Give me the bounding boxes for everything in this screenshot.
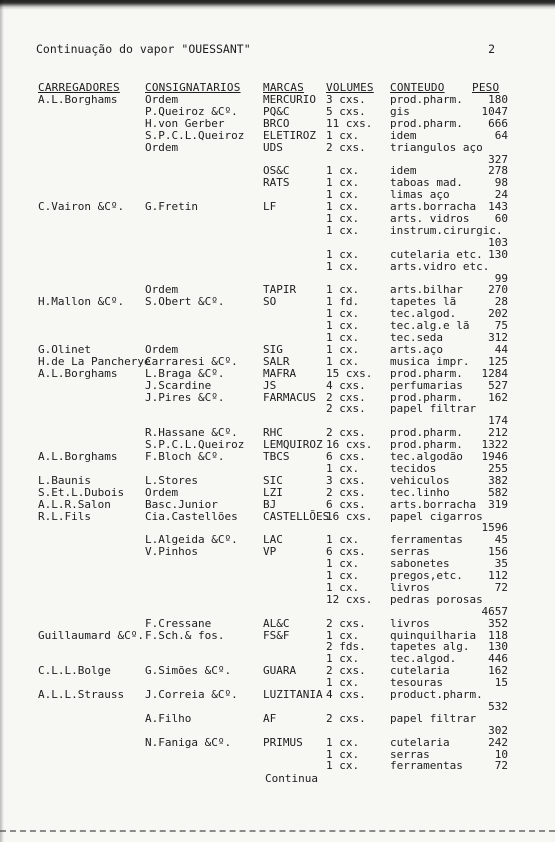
- weight-cell: 162: [488, 390, 508, 404]
- content-cell: limas aço: [390, 188, 450, 202]
- column-header-peso: PESO: [472, 81, 500, 94]
- shipper-cell: C.Vairon &Cº.: [38, 200, 125, 214]
- volume-cell: 1 cx.: [326, 164, 360, 178]
- content-cell: instrum.cirurgic.: [390, 223, 503, 237]
- content-cell: taboas mad.: [390, 176, 463, 190]
- mark-cell: RATS: [263, 176, 290, 190]
- consignee-cell: Cia.Castellões: [145, 509, 238, 523]
- consignee-cell: Carraresi &Cº.: [145, 354, 238, 368]
- consignee-cell: S.P.C.L.Queiroz: [145, 128, 245, 142]
- volume-cell: 3 cxs.: [326, 473, 366, 487]
- consignee-cell: L.Algeida &Cº.: [145, 533, 238, 547]
- consignee-cell: G.Fretin: [145, 200, 198, 214]
- mark-cell: SO: [263, 295, 277, 309]
- volume-cell: 2 cxs.: [326, 402, 366, 416]
- weight-cell: 125: [488, 354, 508, 368]
- volume-cell: 1 cx.: [326, 259, 360, 273]
- content-cell: livros: [390, 580, 430, 594]
- content-cell: pedras porosas: [390, 592, 483, 606]
- content-cell: papel filtrar: [390, 402, 477, 416]
- consignee-cell: J.Scardine: [145, 378, 212, 392]
- mark-cell: ELETIROZ: [263, 128, 316, 142]
- volume-cell: 16 cxs.: [326, 438, 373, 452]
- shipper-cell: A.L.R.Salon: [38, 497, 111, 511]
- shipper-cell: H.Mallon &Cº.: [38, 295, 125, 309]
- weight-cell: 35: [494, 557, 508, 571]
- content-cell: arts.borracha: [390, 497, 477, 511]
- consignee-cell: Ordem: [145, 93, 179, 106]
- content-cell: product.pharm.: [390, 688, 483, 701]
- volume-cell: 6 cxs.: [326, 450, 366, 463]
- shipper-cell: H.de La Pancherye: [38, 354, 151, 368]
- content-cell: sabonetes: [390, 557, 450, 571]
- volume-cell: 1 fd.: [326, 295, 360, 309]
- shipper-cell: R.L.Fils: [38, 509, 91, 523]
- consignee-cell: P.Queiroz &Cº.: [145, 104, 238, 118]
- weight-cell: 28: [494, 295, 508, 309]
- content-cell: cutelaria: [390, 735, 450, 749]
- volume-cell: 2 cxs.: [326, 426, 366, 440]
- consignee-cell: L.Braga &Cº.: [145, 366, 225, 380]
- volume-cell: 1 cx.: [326, 200, 360, 214]
- volume-cell: 1 cx.: [326, 331, 360, 344]
- content-cell: tapetes alg.: [390, 640, 470, 654]
- weight-cell: 666: [488, 116, 508, 130]
- consignee-cell: A.Filho: [145, 711, 192, 725]
- content-cell: arts. vidros: [390, 212, 470, 225]
- consignee-cell: S.P.C.L.Queiroz: [145, 438, 245, 452]
- mark-cell: BJ: [263, 497, 277, 511]
- scan-top-edge: [0, 0, 555, 10]
- weight-cell: 202: [488, 307, 508, 321]
- volume-cell: 1 cx.: [326, 176, 360, 190]
- content-cell: tec.algodão: [390, 450, 463, 463]
- continua-note: Continua: [265, 772, 318, 785]
- content-cell: prod.pharm.: [390, 390, 463, 404]
- weight-cell: 112: [488, 569, 508, 582]
- shipper-cell: A.L.Borghams: [38, 366, 118, 380]
- content-cell: arts.borracha: [390, 200, 477, 214]
- volume-cell: 1 cx.: [326, 128, 360, 142]
- content-cell: tec.algod.: [390, 307, 457, 321]
- volume-cell: 4 cxs.: [326, 688, 366, 701]
- volume-cell: 1 cx.: [326, 569, 360, 582]
- volume-cell: 6 cxs.: [326, 497, 366, 511]
- content-cell: prod.pharm.: [390, 93, 463, 106]
- volume-cell: 1 cx.: [326, 461, 360, 475]
- consignee-cell: Basc.Junior: [145, 497, 218, 511]
- mark-cell: LAC: [263, 533, 283, 547]
- column-header-carregadores: CARREGADORES: [38, 81, 120, 94]
- mark-cell: CASTELLÕES: [263, 509, 330, 523]
- weight-cell: 103: [488, 235, 508, 249]
- mark-cell: MERCURIO: [263, 93, 316, 106]
- content-cell: tec.seda: [390, 331, 443, 344]
- content-cell: idem: [390, 128, 417, 142]
- content-cell: vehiculos: [390, 473, 450, 487]
- mark-cell: LZI: [263, 485, 283, 499]
- content-cell: ferramentas: [390, 759, 463, 773]
- weight-cell: 15: [494, 676, 508, 690]
- content-cell: cutelaria etc.: [390, 247, 483, 261]
- content-cell: perfumarias: [390, 378, 463, 392]
- content-cell: prod.pharm.: [390, 366, 463, 380]
- mark-cell: LEMQUIROZ: [263, 438, 323, 452]
- volume-cell: 1 cx.: [326, 628, 360, 642]
- page-header: [36, 42, 495, 56]
- mark-cell: JS: [263, 378, 277, 392]
- column-header-volumes: VOLUMES: [326, 81, 374, 94]
- content-cell: musica impr.: [390, 354, 470, 368]
- consignee-cell: S.Obert &Cº.: [145, 295, 225, 309]
- weight-cell: 156: [488, 545, 508, 559]
- weight-cell: 44: [494, 342, 508, 356]
- weight-cell: 352: [488, 616, 508, 630]
- weight-cell: 130: [488, 640, 508, 654]
- mark-cell: VP: [263, 545, 277, 559]
- consignee-cell: Ordem: [145, 485, 179, 499]
- weight-cell: 446: [488, 652, 508, 666]
- content-cell: idem: [390, 164, 417, 178]
- content-cell: tecidos: [390, 461, 437, 475]
- weight-cell: 1596: [481, 521, 508, 535]
- content-cell: serras: [390, 545, 430, 559]
- weight-cell: 278: [488, 164, 508, 178]
- volume-cell: 1 cx.: [326, 533, 360, 547]
- consignee-cell: H.von Gerber: [145, 116, 225, 130]
- weight-cell: 319: [488, 497, 508, 511]
- weight-cell: 64: [494, 128, 508, 142]
- volume-cell: 1 cx.: [326, 342, 360, 356]
- content-cell: arts.vidro etc.: [390, 259, 490, 273]
- volume-cell: 1 cx.: [326, 247, 360, 261]
- content-cell: arts.aço: [390, 342, 443, 356]
- volume-cell: 2 fds.: [326, 640, 366, 654]
- content-cell: papel cigarros: [390, 509, 483, 523]
- consignee-cell: R.Hassane &Cº.: [145, 426, 238, 440]
- weight-cell: 118: [488, 628, 508, 642]
- mark-cell: RHC: [263, 426, 283, 440]
- weight-cell: 212: [488, 426, 508, 440]
- content-cell: pregos,etc.: [390, 569, 463, 582]
- volume-cell: 15 cxs.: [326, 366, 373, 380]
- scan-left-edge: [0, 0, 4, 842]
- consignee-cell: G.Simões &Cº.: [145, 664, 232, 678]
- content-cell: quinquilharia: [390, 628, 477, 642]
- mark-cell: PRIMUS: [263, 735, 303, 749]
- consignee-cell: J.Pires &Cº.: [145, 390, 225, 404]
- page-number: 2: [488, 42, 495, 56]
- shipper-cell: A.L.Borghams: [38, 450, 118, 463]
- mark-cell: GUARA: [263, 664, 297, 678]
- weight-cell: 143: [488, 200, 508, 214]
- volume-cell: 1 cx.: [326, 759, 360, 773]
- volume-cell: 1 cx.: [326, 283, 360, 297]
- weight-cell: 302: [488, 723, 508, 737]
- volume-cell: 2 cxs.: [326, 140, 366, 154]
- column-header-marcas: MARCAS: [263, 81, 304, 94]
- consignee-cell: N.Faniga &Cº.: [145, 735, 232, 749]
- mark-cell: LF: [263, 200, 277, 214]
- mark-cell: UDS: [263, 140, 283, 154]
- consignee-cell: V.Pinhos: [145, 545, 198, 559]
- scan-bottom-edge: [0, 830, 555, 833]
- shipper-cell: A.L.L.Strauss: [38, 688, 125, 701]
- mark-cell: AL&C: [263, 616, 290, 630]
- consignee-cell: F.Cressane: [145, 616, 212, 630]
- weight-cell: 60: [494, 212, 508, 225]
- volume-cell: 1 cx.: [326, 223, 360, 237]
- volume-cell: 2 cxs.: [326, 664, 366, 678]
- mark-cell: SIC: [263, 473, 283, 487]
- content-cell: prod.pharm.: [390, 116, 463, 130]
- weight-cell: 255: [488, 461, 508, 475]
- content-cell: prod.pharm.: [390, 426, 463, 440]
- volume-cell: 11 cxs.: [326, 116, 373, 130]
- weight-cell: 527: [488, 378, 508, 392]
- volume-cell: 1 cx.: [326, 735, 360, 749]
- consignee-cell: Ordem: [145, 342, 179, 356]
- content-cell: serras: [390, 747, 430, 761]
- volume-cell: 1 cx.: [326, 319, 360, 333]
- weight-cell: 99: [494, 271, 508, 285]
- consignee-cell: F.Sch.& fos.: [145, 628, 225, 642]
- content-cell: ferramentas: [390, 533, 463, 547]
- weight-cell: 1322: [481, 438, 508, 452]
- volume-cell: 1 cx.: [326, 307, 360, 321]
- volume-cell: 12 cxs.: [326, 592, 373, 606]
- consignee-cell: Ordem: [145, 283, 179, 297]
- mark-cell: SALR: [263, 354, 290, 368]
- mark-cell: AF: [263, 711, 277, 725]
- volume-cell: 1 cx.: [326, 652, 360, 666]
- content-cell: triangulos aço: [390, 140, 483, 154]
- volume-cell: 2 cxs.: [326, 485, 366, 499]
- mark-cell: OS&C: [263, 164, 290, 178]
- weight-cell: 4657: [481, 604, 508, 618]
- weight-cell: 532: [488, 699, 508, 713]
- column-header-consignatarios: CONSIGNATARIOS: [145, 81, 241, 94]
- shipper-cell: C.L.L.Bolge: [38, 664, 111, 678]
- mark-cell: TBCS: [263, 450, 290, 463]
- weight-cell: 75: [494, 319, 508, 333]
- volume-cell: 1 cx.: [326, 676, 360, 690]
- volume-cell: 1 cx.: [326, 188, 360, 202]
- weight-cell: 98: [494, 176, 508, 190]
- weight-cell: 72: [494, 759, 508, 773]
- volume-cell: 2 cxs.: [326, 711, 366, 725]
- weight-cell: 10: [494, 747, 508, 761]
- weight-cell: 1946: [481, 450, 508, 463]
- mark-cell: MAFRA: [263, 366, 297, 380]
- volume-cell: 2 cxs.: [326, 390, 366, 404]
- volume-cell: 2 cxs.: [326, 616, 366, 630]
- content-cell: cutelaria: [390, 664, 450, 678]
- volume-cell: 1 cx.: [326, 212, 360, 225]
- content-cell: tec.alg.e lã: [390, 319, 470, 333]
- volume-cell: 4 cxs.: [326, 378, 366, 392]
- column-header-conteudo: CONTEUDO: [390, 81, 445, 94]
- volume-cell: 16 cxs.: [326, 509, 373, 523]
- shipper-cell: Guillaumard &Cº.: [38, 628, 144, 642]
- consignee-cell: F.Bloch &Cº.: [145, 450, 225, 463]
- content-cell: arts.bilhar: [390, 283, 463, 297]
- content-cell: livros: [390, 616, 430, 630]
- weight-cell: 582: [488, 485, 508, 499]
- shipper-cell: G.Olinet: [38, 342, 91, 356]
- shipper-cell: S.Et.L.Dubois: [38, 485, 125, 499]
- mark-cell: PQ&C: [263, 104, 290, 118]
- page-title: Continuação do vapor "OUESSANT": [36, 42, 251, 56]
- mark-cell: BRCO: [263, 116, 290, 130]
- content-cell: papel filtrar: [390, 711, 477, 725]
- weight-cell: 242: [488, 735, 508, 749]
- weight-cell: 174: [488, 414, 508, 428]
- weight-cell: 24: [494, 188, 508, 202]
- content-cell: tec.linho: [390, 485, 450, 499]
- volume-cell: 1 cx.: [326, 557, 360, 571]
- content-cell: prod.pharm.: [390, 438, 463, 452]
- weight-cell: 72: [494, 580, 508, 594]
- volume-cell: 6 cxs.: [326, 545, 366, 559]
- weight-cell: 312: [488, 331, 508, 344]
- volume-cell: 1 cx.: [326, 354, 360, 368]
- volume-cell: 5 cxs.: [326, 104, 366, 118]
- mark-cell: LUZITANIA: [263, 688, 323, 701]
- weight-cell: 270: [488, 283, 508, 297]
- consignee-cell: J.Correia &Cº.: [145, 688, 238, 701]
- mark-cell: FS&F: [263, 628, 290, 642]
- volume-cell: 1 cx.: [326, 580, 360, 594]
- content-cell: tesouras: [390, 676, 443, 690]
- weight-cell: 1284: [481, 366, 508, 380]
- volume-cell: 3 cxs.: [326, 93, 366, 106]
- mark-cell: FARMACUS: [263, 390, 316, 404]
- weight-cell: 180: [488, 93, 508, 106]
- consignee-cell: L.Stores: [145, 473, 198, 487]
- weight-cell: 382: [488, 473, 508, 487]
- mark-cell: TAPIR: [263, 283, 297, 297]
- weight-cell: 1047: [481, 104, 508, 118]
- shipper-cell: A.L.Borghams: [38, 93, 118, 106]
- weight-cell: 45: [494, 533, 508, 547]
- weight-cell: 327: [488, 152, 508, 166]
- content-cell: gis: [390, 104, 410, 118]
- weight-cell: 130: [488, 247, 508, 261]
- volume-cell: 1 cx.: [326, 747, 360, 761]
- content-cell: tec.algod.: [390, 652, 457, 666]
- shipper-cell: L.Baunis: [38, 473, 91, 487]
- mark-cell: SIG: [263, 342, 283, 356]
- weight-cell: 162: [488, 664, 508, 678]
- consignee-cell: Ordem: [145, 140, 179, 154]
- content-cell: tapetes lã: [390, 295, 457, 309]
